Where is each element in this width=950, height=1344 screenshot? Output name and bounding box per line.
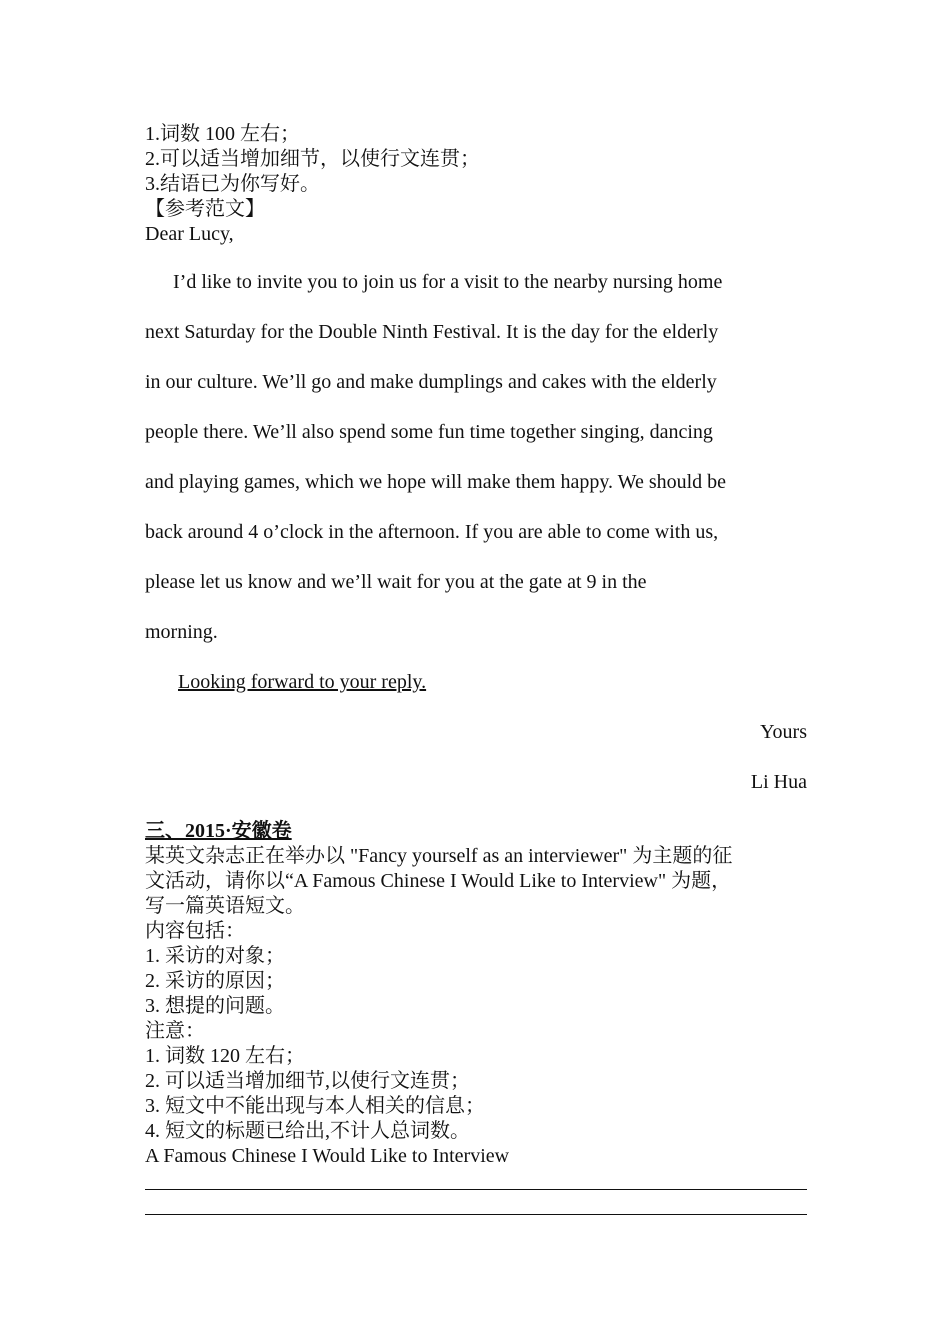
requirement-1: 1.词数 100 左右； [145,123,300,145]
letter-line: next Saturday for the Double Ninth Festival. It is the day for the elderly [145,321,719,343]
letter-body [145,257,807,807]
letter-line: back around 4 o’clock in the afternoon. If you are able to come with us, [145,521,719,543]
prompt-line: 文活动，请你以“A Famous Chinese I Would Like to Interview" 为题， [145,870,732,892]
letter-line: morning. [145,621,218,643]
content-label: 内容包括： [145,920,245,942]
answer-blank-line [145,1169,807,1190]
letter-sign-off: Yours [760,721,807,743]
prompt-line: 写一篇英语短文。 [145,895,305,917]
content-item: 2. 采访的原因； [145,970,285,992]
letter-line: in our culture. We’ll go and make dumplings and cakes with the elderly [145,371,717,393]
notes-item: 4. 短文的标题已给出,不计人总词数。 [145,1120,470,1142]
letter-closing-text: Looking forward to your reply. [178,671,427,693]
reference-heading: 【参考范文】 [145,198,265,220]
letter-line: and playing games, which we hope will make them happy. We should be [145,471,727,493]
notes-item: 1. 词数 120 左右； [145,1045,305,1067]
section-title: 三、2015·安徽卷 [145,820,292,842]
notes-label: 注意： [145,1020,205,1042]
letter-line: please let us know and we’ll wait for you at the gate at 9 in the [145,571,647,593]
requirement-3: 3.结语已为你写好。 [145,173,320,195]
letter-closing [145,657,807,707]
content-item: 1. 采访的对象； [145,945,285,967]
requirement-2: 2.可以适当增加细节，以使行文连贯； [145,148,480,170]
document-page [145,122,807,1215]
letter-line: I’d like to invite you to join us for a visit to the nearby nursing home [173,271,723,293]
letter-signature: Li Hua [750,771,807,793]
notes-item: 2. 可以适当增加细节,以使行文连贯； [145,1070,470,1092]
letter-line: people there. We’ll also spend some fun time together singing, dancing [145,421,713,443]
content-item: 3. 想提的问题。 [145,995,285,1017]
essay-title: A Famous Chinese I Would Like to Interview [145,1145,510,1167]
letter-salutation: Dear Lucy, [145,223,234,245]
answer-blank-line [145,1190,807,1215]
notes-item: 3. 短文中不能出现与本人相关的信息； [145,1095,485,1117]
prompt-line: 某英文杂志正在举办以 "Fancy yourself as an interviewer" 为主题的征 [145,845,733,867]
